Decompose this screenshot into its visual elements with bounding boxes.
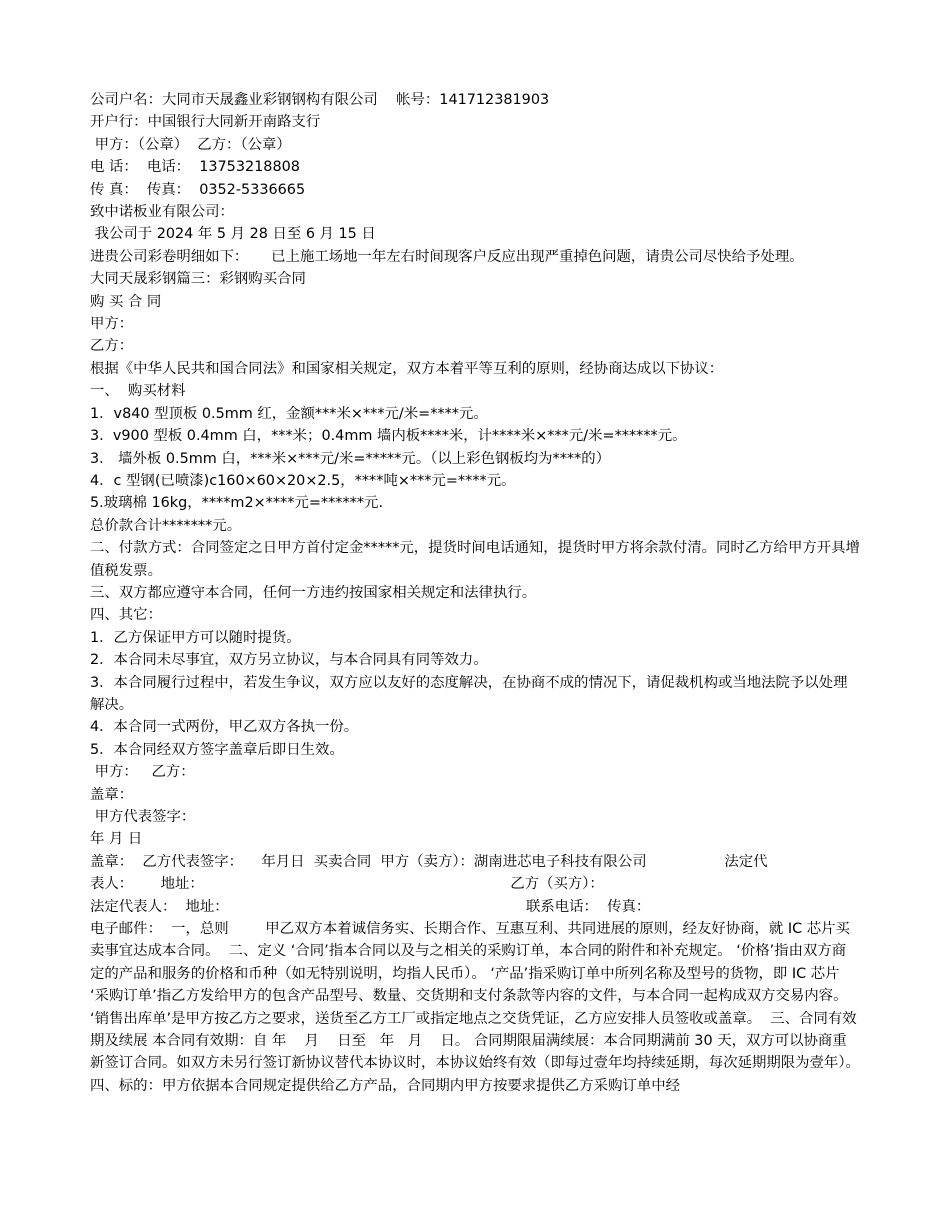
sales-contract-contact-line: 法定代表人： 地址： 联系电话： 传真： (90, 898, 651, 915)
other-item: 4．本合同一式两份，甲乙双方各执一份。 (90, 719, 359, 736)
other-item: 2．本合同未尽事宜，双方另立协议，与本合同具有同等效力。 (90, 652, 488, 669)
date-line: 我公司于 2024 年 5 月 28 日至 6 月 15 日 (90, 226, 376, 243)
contract-section (90, 268, 860, 851)
seal-label: 盖章： (90, 786, 134, 803)
material-item: 5.玻璃棉 16kg，****m2×****元=******元. (90, 495, 384, 512)
bank-line: 开户行：中国银行大同新开南路支行 (90, 114, 321, 131)
signature-parties-line: 甲方： 乙方： (90, 764, 195, 781)
preamble-paragraph: 根据《中华人民共和国合同法》和国家相关规定，双方本着平等互利的原则，经协商达成以下协议： (90, 360, 724, 377)
sales-contract-section (90, 851, 870, 1097)
payment-clause: 二、付款方式：合同签定之日甲方首付定金*****元，提货时间电话通知，提货时甲方将余款付清。同时乙方给甲方开具增值税发票。 (90, 540, 860, 579)
letter-section (90, 89, 860, 268)
recipient-line: 致中诺板业有限公司： (90, 204, 234, 221)
sales-contract-party-line: 表人： 地址： 乙方（买方）： (90, 876, 604, 893)
contract-title: 购 买 合 同 (90, 293, 162, 310)
section-heading: 大同天晟彩钢篇三：彩钢购买合同 (90, 271, 306, 288)
complaint-paragraph: 进贵公司彩卷明细如下： 已上施工场地一年左右时间现客户反应出现严重掉色问题，请贵公司尽快给予处理。 (90, 248, 804, 265)
signature-date-line: 年 月 日 (90, 831, 143, 848)
fax-line: 传 真： 传真： 0352-5336665 (90, 181, 306, 198)
material-item: 4．c 型钢(已喷漆)c160×60×20×2.5，****吨×***元=****元。 (90, 472, 516, 489)
seal-line: 甲方：（公章） 乙方：（公章） (90, 136, 291, 153)
material-item: 3． 墙外板 0.5mm 白，***米×***元/米=*****元。（以上彩色钢板均为****的） (90, 450, 611, 467)
compliance-clause: 三、双方都应遵守本合同，任何一方违约按国家相关规定和法律执行。 (90, 584, 537, 601)
material-item: 3. v900 型板 0.4mm 白，***米；0.4mm 墙内板****米，计****米×***元/米=******元。 (90, 428, 687, 445)
material-item: 1．v840 型顶板 0.5mm 红，金额***米×***元/米=****元。 (90, 405, 488, 422)
clause-heading: 四、其它： (90, 607, 162, 624)
other-item: 1．乙方保证甲方可以随时提货。 (90, 629, 301, 646)
phone-line: 电 话： 电话： 13753218808 (90, 159, 300, 176)
sales-contract-header-line: 盖章： 乙方代表签字： 年月日 买卖合同 甲方（卖方）：湖南进芯电子科技有限公司 法定代 (90, 853, 768, 870)
other-item: 5．本合同经双方签字盖章后即日生效。 (90, 741, 344, 758)
sales-contract-body: 电子邮件： 一，总则 甲乙双方本着诚信务实、长期合作、互惠互利、共同进展的原则，经友好协商，就 IC 芯片买卖事宜达成本合同。 二、定义 ‘合同’指本合同以及与之相关的采购订单，本合同的附件和补充规定。 ‘价格’指由双方商定的产品和服务的价格和币种（如无特别说明，均指人民币）。 ‘产品’指采购订单中所列名称及型号的货物，即 IC 芯片 ‘采购订单’指乙方发给甲方的包含产品型号、数量、交货期和支付条款等内容的文件，与本合同一起构成双方交易内容。 ‘销售出库单’是甲方按乙方之要求，送货至乙方工厂或指定地点之交货凭证，乙方应安排人员签收或盖章。 三、合同有效期及续展 本合同有效期：自 年 月 日至 年 月 日。 合同期限届满续展：本合同期满前 30 天，双方可以协商重新签订合同。如双方未另行签订新协议替代本协议时，本协议始终有效（即每过壹年均持续延期，每次延期期限为壹年）。 四、标的：甲方依据本合同规定提供给乙方产品，合同期内甲方按要求提供乙方采购订单中经 (90, 921, 870, 1094)
clause-heading: 一、 购买材料 (90, 383, 186, 400)
account-name-line: 公司户名：大同市天晟鑫业彩钢钢构有限公司 帐号：141712381903 (90, 92, 550, 108)
total-line: 总价款合计*******元。 (90, 517, 242, 534)
representative-signature-line: 甲方代表签字： (90, 809, 196, 825)
other-item: 3．本合同履行过程中，若发生争议，双方应以友好的态度解决，在协商不成的情况下，请促裁机构或当地法院予以处理解决。 (90, 674, 848, 713)
party-a-line: 甲方： (90, 316, 134, 333)
party-b-line: 乙方： (90, 338, 134, 355)
